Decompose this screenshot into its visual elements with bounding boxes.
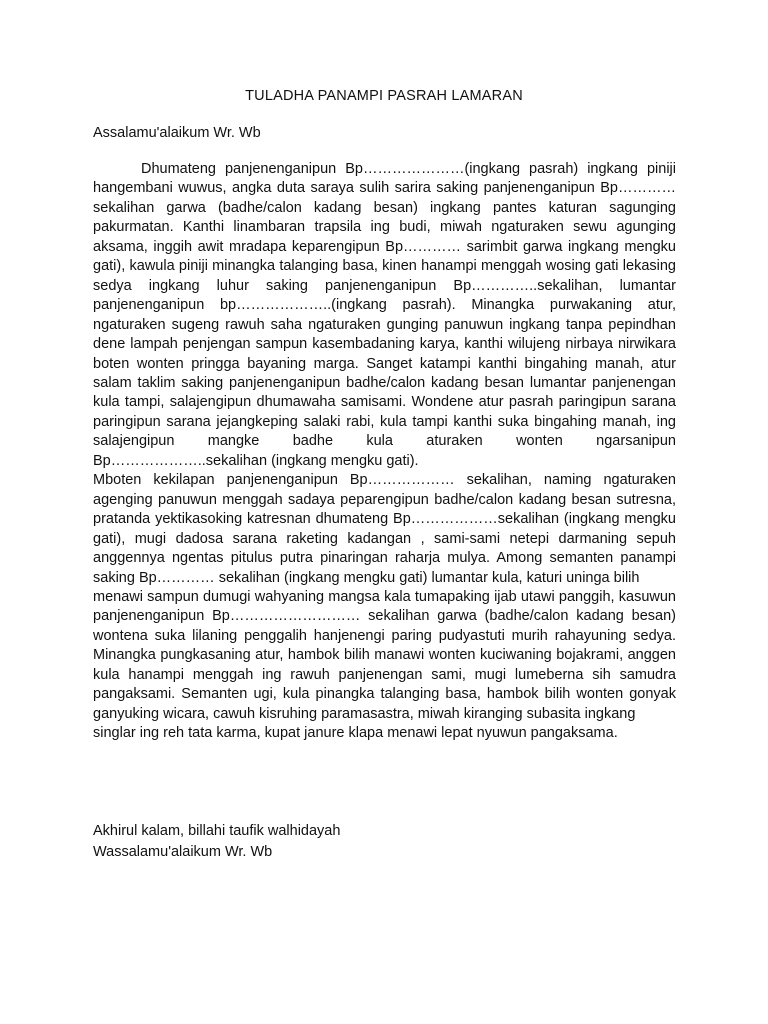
closing-block [93, 821, 340, 863]
closing-line-2: Wassalamu'alaikum Wr. Wb [93, 844, 273, 860]
paragraph-1: Dhumateng panjenenganipun Bp…………………(ingkang pasrah) ingkang piniji hangembani wuwus, angka duta saraya sulih sarira saking panjenenganipun Bp………… sekalihan garwa (badhe/calon kadang besan) ingkang pantes katuran sagunging pakurmatan. Kanthi linambaran trapsila ing budi, miwah ngaturaken sewu agunging aksama, inggih awit mradapa keparengipun Bp………… sarimbit garwa ingkang mengku gati), kawula piniji minangka talanging basa, kinen hanampi menggah wosing gati lekasing sedya ingkang luhur saking panjenenganipun Bp…………..sekalihan, lumantar panjenenganipun bp………………..(ingkang pasrah). Minangka purwakaning atur, ngaturaken sugeng rawuh saha ngaturaken gunging panuwun ingkang tanpa pepindhan dene lampah penjengan sampun kasembadaning karya, kanthi wilujeng nirbaya nirwikara boten wonten pringga bayaning marga. Sanget katampi kanthi bingahing manah, atur salam taklim saking panjenenganipun badhe/calon kadang besan lumantar panjenengan kula tampi, salajengipun dhumawaha samisami. Wondene atur pasrah paringipun sarana paringipun sarana jejangkeping salaki rabi, kula tampi kanthi suka bingahing manah, ing salajengipun mangke badhe kula aturaken wonten ngarsanipun Bp………………..sekalihan (ingkang mengku gati). [93, 161, 676, 469]
opening-greeting: Assalamu'alaikum Wr. Wb [93, 125, 261, 141]
document-title: TULADHA PANAMPI PASRAH LAMARAN [245, 88, 523, 104]
paragraph-3: menawi sampun dumugi wahyaning mangsa kala tumapaking ijab utawi panggih, kasuwun panjenenganipun Bp……………………… sekalihan garwa (badhe/calon kadang besan) wontena suka lilaning penggalih hanjenengi paring pudyastuti murih rahayuning sedya. Minangka pungkasaning atur, hambok bilih manawi wonten kuciwaning bojakrami, anggen kula hanampi menggah ing rawuh panjenengan sami, mugi lumeberna sih samudra pangaksami. Semanten ugi, kula pinangka talanging basa, hambok bilih wonten gonyak ganyuking wicara, cawuh kisruhing paramasastra, miwah kiranging subasita ingkang [93, 588, 676, 722]
paragraph-4: singlar ing reh tata karma, kupat janure klapa menawi lepat nyuwun pangaksama. [93, 725, 618, 742]
closing-line-1: Akhirul kalam, billahi taufik walhidayah [93, 823, 341, 839]
paragraph-2: Mboten kekilapan panjenenganipun Bp……………… sekalihan, naming ngaturaken agenging panuwun menggah sadaya peparengipun badhe/calon kadang besan sutresna, pratanda yektikasoking katresnan dhumateng Bp………………sekalihan (ingkang mengku gati), mugi dadosa sarana raketing kadangan , sami-sami netepi darmaning sepuh anggennya ngentas pitulus putra pinaringan raharja mulya. Among semanten panampi saking Bp………… sekalihan (ingkang mengku gati) lumantar kula, katuri uninga bilih [93, 472, 676, 586]
document-body [93, 160, 676, 744]
